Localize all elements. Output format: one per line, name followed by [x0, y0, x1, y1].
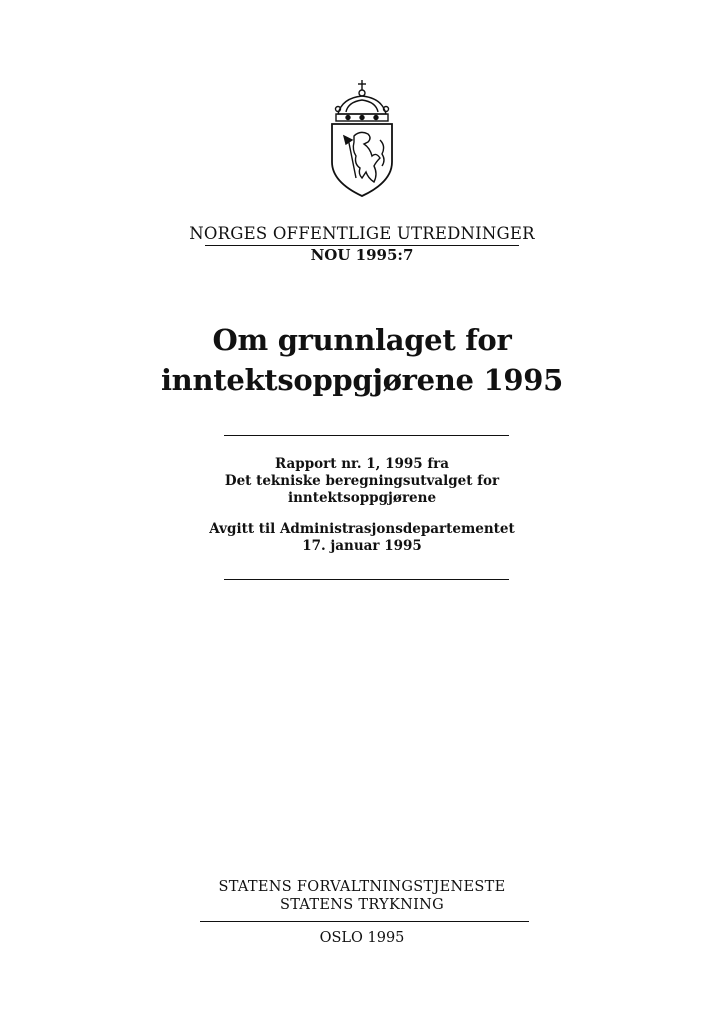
coat-of-arms-icon	[324, 78, 400, 198]
document-title	[0, 320, 724, 400]
publisher-divider	[200, 921, 529, 922]
publisher-line-1: STATENS FORVALTNINGSTJENESTE	[218, 879, 506, 895]
title-divider	[224, 435, 509, 436]
report-info-line-3: inntektsoppgjørene	[287, 490, 437, 506]
place-year: OSLO 1995	[319, 930, 405, 946]
title-line-1: Om grunnlaget for	[212, 323, 512, 357]
report-info-line-2: Det tekniske beregningsutvalget for	[224, 473, 500, 489]
report-info-line-1: Rapport nr. 1, 1995 fra	[274, 456, 450, 472]
delivery-line-1: Avgitt til Administrasjonsdepartementet	[209, 521, 515, 537]
publisher-line-2: STATENS TRYKNING	[279, 897, 444, 913]
report-info	[0, 456, 724, 507]
delivery-info	[0, 521, 724, 555]
title-line-2: inntektsoppgjørene 1995	[160, 363, 564, 397]
publisher	[0, 878, 724, 914]
report-id: NOU 1995:7	[310, 246, 414, 264]
delivery-line-2: 17. januar 1995	[302, 538, 422, 554]
info-divider	[224, 579, 509, 580]
series-title: NORGES OFFENTLIGE UTREDNINGER	[189, 224, 535, 243]
